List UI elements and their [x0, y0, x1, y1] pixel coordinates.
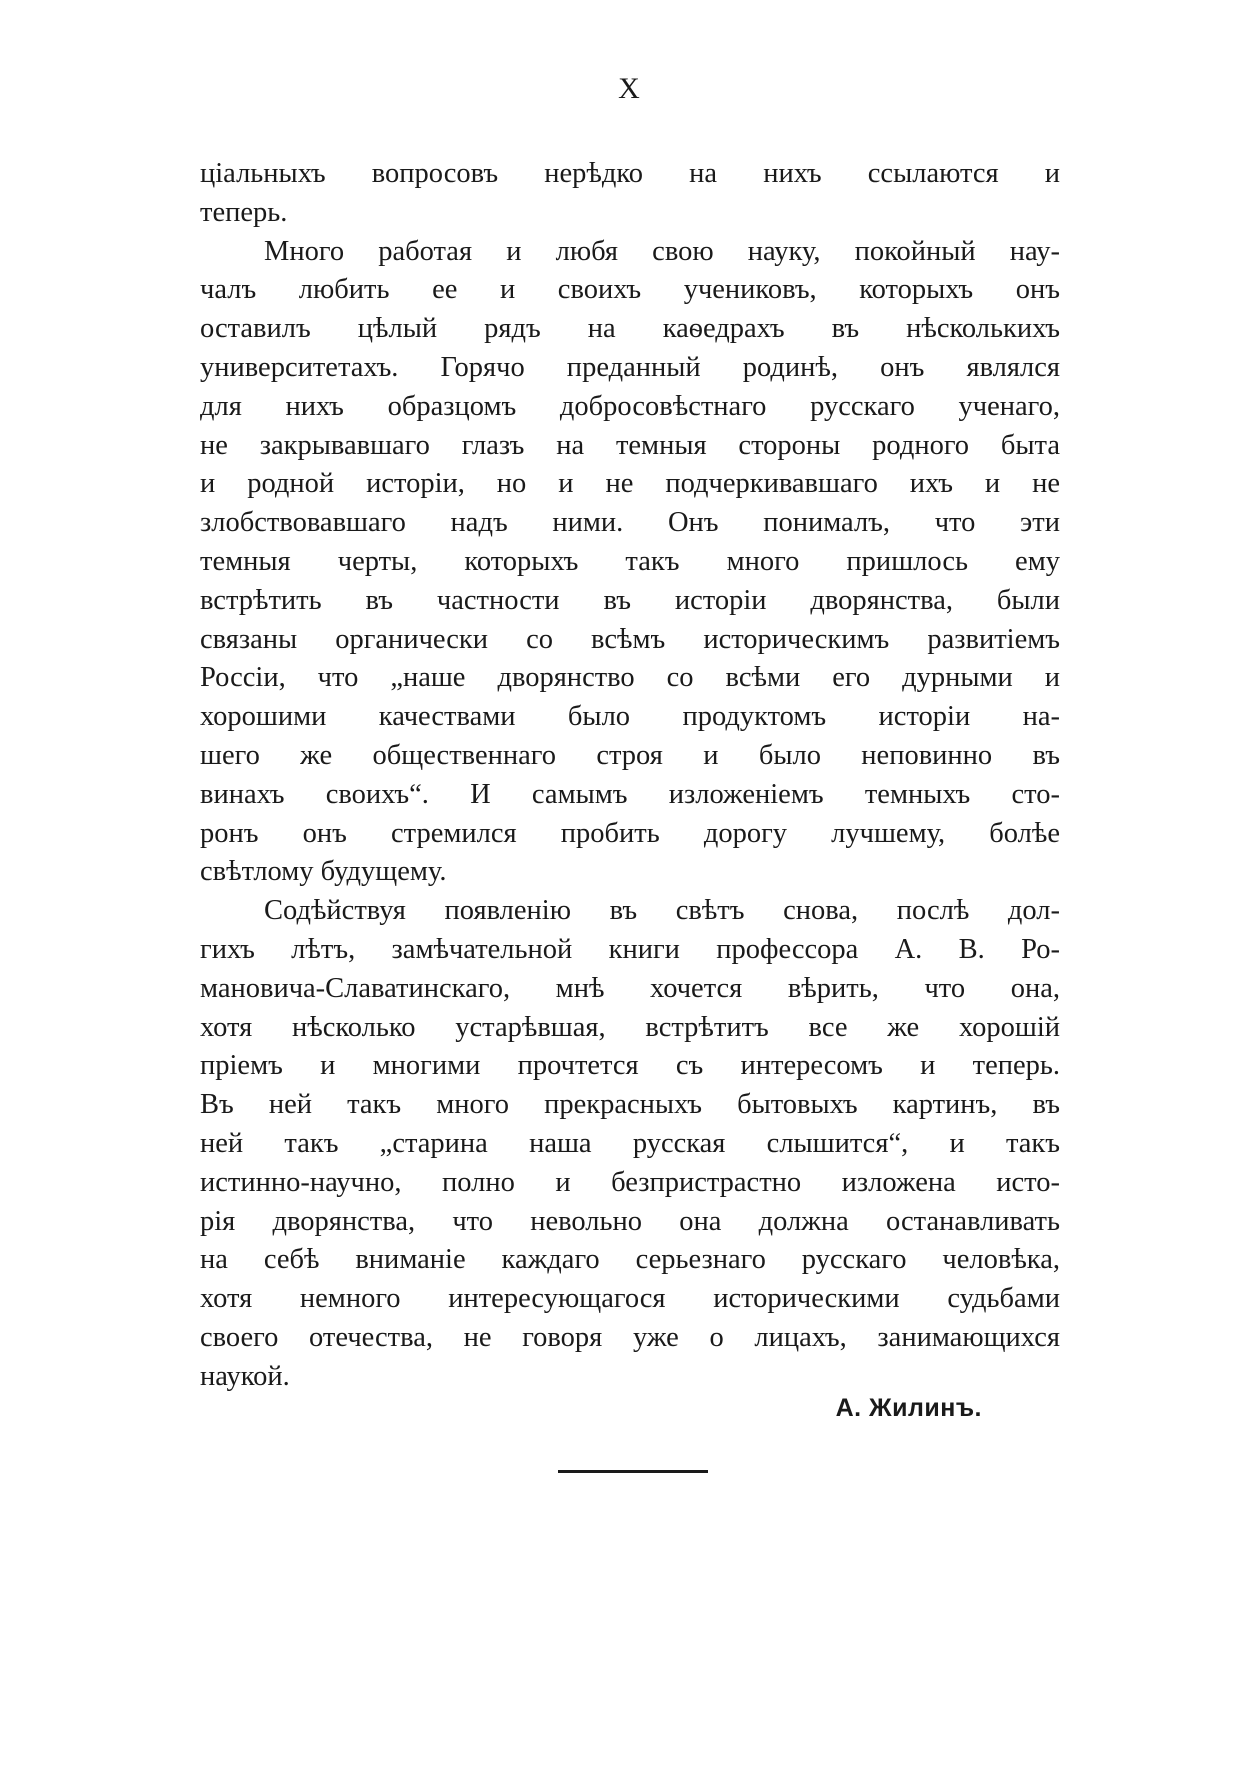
text-line: истинно-научно, полно и безпристрастно изложена исто- [200, 1166, 1060, 1198]
text-line: на себѣ вниманіе каждаго серьезнаго русскаго человѣка, [200, 1244, 1060, 1276]
text-line: ней такъ „старина наша русская слышится“, и такъ [200, 1127, 1060, 1159]
text-line: свѣтлому будущему. [200, 856, 447, 888]
text-line: гихъ лѣтъ, замѣчательной книги профессора А. В. Ро- [200, 933, 1060, 965]
text-line: темныя черты, которыхъ такъ много пришлось ему [200, 545, 1060, 577]
text-line: рія дворянства, что невольно она должна останавливать [200, 1205, 1060, 1237]
text-line: шего же общественнаго строя и было неповинно въ [200, 739, 1060, 771]
paragraph-start-line: Содѣйствуя появленію въ свѣтъ снова, послѣ дол- [264, 895, 1060, 927]
text-line: злобствовавшаго надъ ними. Онъ понималъ, что эти [200, 507, 1060, 539]
text-line: мановича-Славатинскаго, мнѣ хочется вѣрить, что она, [200, 972, 1060, 1004]
text-line: теперь. [200, 196, 288, 228]
text-line: Россіи, что „наше дворянство со всѣми его дурными и [200, 662, 1060, 694]
text-line: и родной исторіи, но и не подчеркивавшаго ихъ и не [200, 468, 1060, 500]
text-line: своего отечества, не говоря уже о лицахъ, занимающихся [200, 1321, 1060, 1353]
text-line: Въ ней такъ много прекрасныхъ бытовыхъ картинъ, въ [200, 1089, 1060, 1121]
text-line: наукой. [200, 1360, 290, 1392]
author-signature: А. Жилинъ. [835, 1394, 982, 1422]
page-number: X [618, 72, 641, 105]
text-line: университетахъ. Горячо преданный родинѣ, онъ являлся [200, 351, 1060, 383]
text-line: не закрывавшаго глазъ на темныя стороны родного быта [200, 429, 1060, 461]
text-line: хотя нѣсколько устарѣвшая, встрѣтитъ все же хорошій [200, 1011, 1060, 1043]
end-rule-divider [558, 1470, 708, 1473]
body-text [200, 155, 1060, 1397]
text-line: для нихъ образцомъ добросовѣстнаго русскаго ученаго, [200, 390, 1060, 422]
text-line: винахъ своихъ“. И самымъ изложеніемъ темныхъ сто- [200, 778, 1060, 810]
text-line: чалъ любить ее и своихъ учениковъ, которыхъ онъ [200, 274, 1060, 306]
text-line: хотя немного интересующагося историческими судьбами [200, 1283, 1060, 1315]
text-line: ронъ онъ стремился пробить дорогу лучшему, болѣе [200, 817, 1060, 849]
text-line: хорошими качествами было продуктомъ исторіи на- [200, 701, 1060, 733]
text-line: встрѣтить въ частности въ исторіи дворянства, были [200, 584, 1060, 616]
text-line: связаны органически со всѣмъ историческимъ развитіемъ [200, 623, 1060, 655]
text-line: пріемъ и многими прочтется съ интересомъ и теперь. [200, 1050, 1060, 1082]
text-line: ціальныхъ вопросовъ нерѣдко на нихъ ссылаются и [200, 158, 1060, 189]
text-line: оставилъ цѣлый рядъ на каѳедрахъ въ нѣсколькихъ [200, 313, 1060, 345]
paragraph-start-line: Много работая и любя свою науку, покойный нау- [264, 235, 1060, 267]
